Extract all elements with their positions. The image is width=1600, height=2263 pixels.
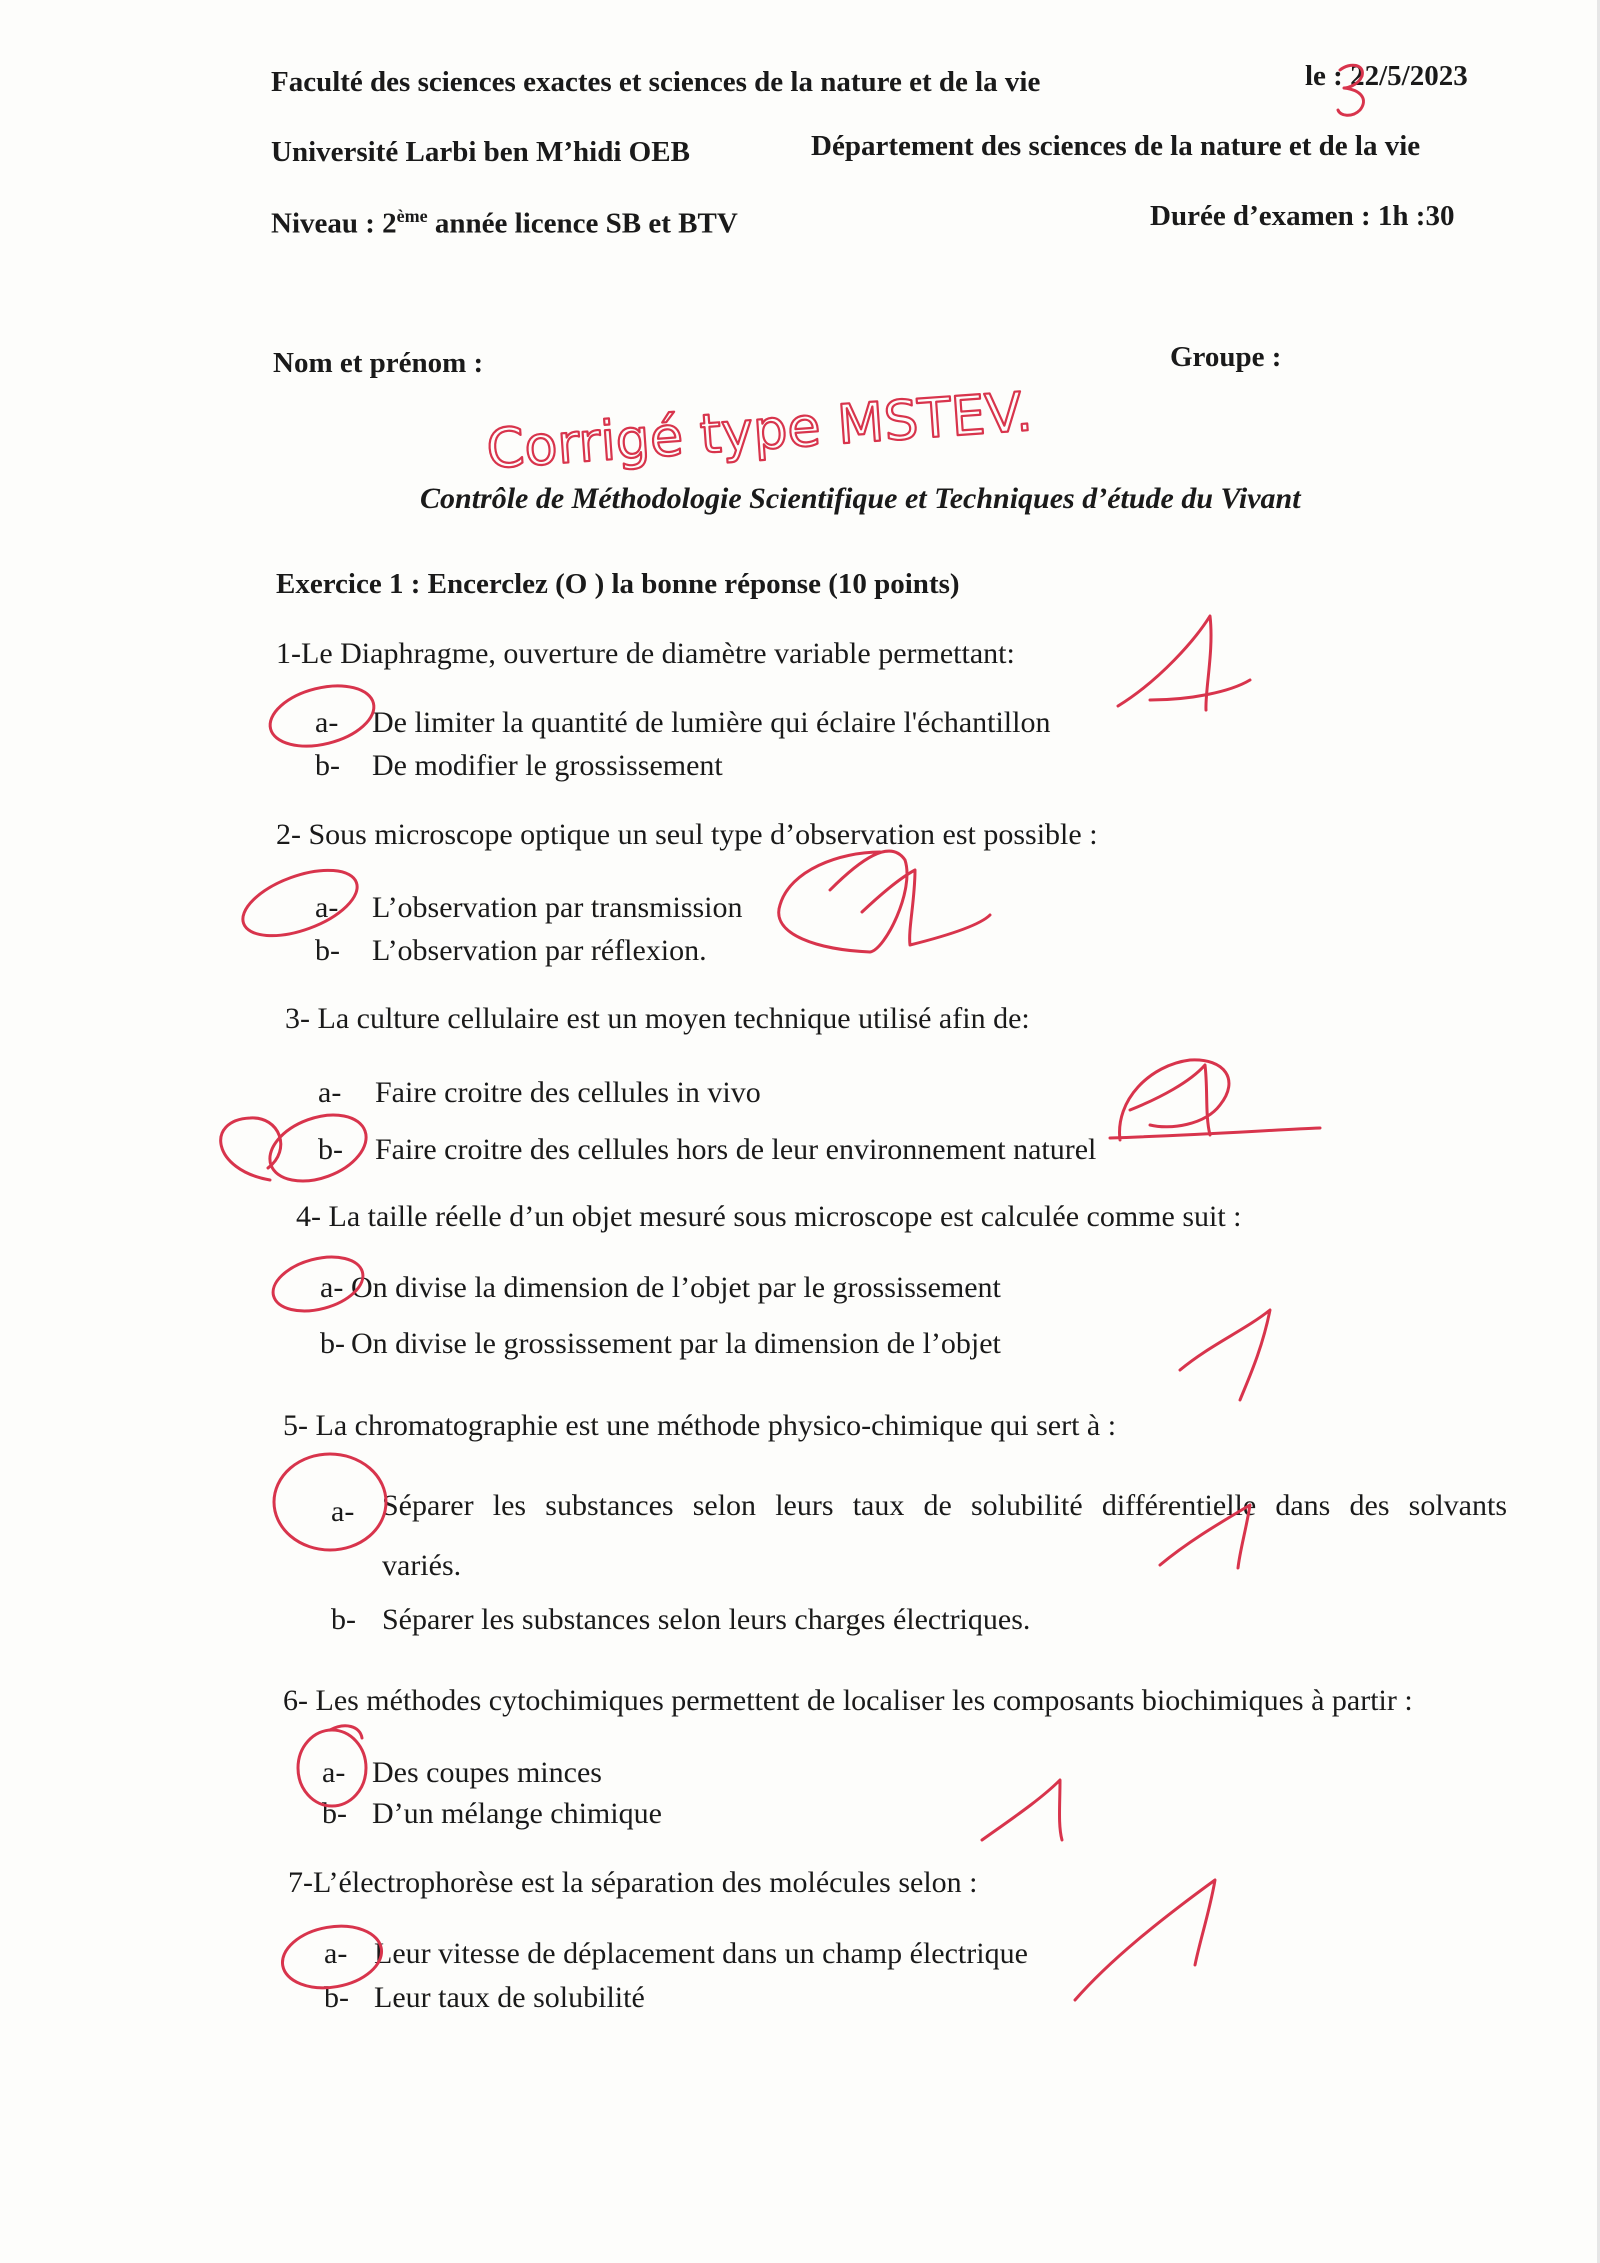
exam-title: Contrôle de Méthodologie Scientifique et Techniques d’étude du Vivant — [420, 482, 1301, 515]
q2-a-letter: a- — [315, 891, 339, 924]
q1-a-letter: a- — [315, 706, 339, 739]
q7-a-letter: a- — [324, 1937, 348, 1970]
q4-score-mark — [1180, 1310, 1270, 1400]
q1-option-a: De limiter la quantité de lumière qui éclaire l'échantillon — [372, 706, 1051, 739]
question-1: 1-Le Diaphragme, ouverture de diamètre variable permettant: — [276, 637, 1015, 670]
q1-score-mark — [1118, 616, 1250, 710]
q4-option-a: On divise la dimension de l’objet par le grossissement — [351, 1271, 1001, 1304]
q5-b-letter: b- — [331, 1603, 356, 1636]
q4-a-letter: a- — [320, 1271, 344, 1304]
question-7: 7-L’électrophorèse est la séparation des molécules selon : — [288, 1866, 978, 1899]
handwritten-correction-title: Corrigé type MSTEV. — [484, 379, 1035, 481]
q6-circle-tail — [330, 1726, 362, 1738]
q5-option-a-line2: variés. — [382, 1549, 462, 1582]
level-rest: année licence SB et BTV — [427, 207, 738, 240]
q3-a-letter: a- — [318, 1076, 342, 1109]
level-sup: ème — [396, 206, 428, 226]
q7-score-mark — [1075, 1880, 1215, 2000]
q2-b-letter: b- — [315, 934, 340, 967]
question-6: 6- Les méthodes cytochimiques permettent de localiser les composants biochimiques à partir : — [283, 1684, 1413, 1717]
q5-option-a-line1: Séparer les substances selon leurs taux de solubilité différentielle dans des solvants — [382, 1489, 1507, 1522]
date-day: 22 — [1350, 60, 1380, 92]
q2-score-mark — [779, 851, 990, 952]
q1-option-b: De modifier le grossissement — [372, 749, 723, 782]
group-label: Groupe : — [1170, 341, 1282, 373]
name-label: Nom et prénom : — [273, 347, 484, 379]
question-5: 5- La chromatographie est une méthode physico-chimique qui sert à : — [283, 1409, 1117, 1442]
date-label: le : — [1305, 60, 1351, 92]
q6-a-letter: a- — [322, 1756, 346, 1789]
q2-option-a: L’observation par transmission — [372, 891, 743, 924]
q3-score-mark — [1110, 1060, 1320, 1140]
q6-b-letter: b- — [322, 1797, 347, 1830]
q5-answer-circle — [274, 1454, 386, 1550]
q2-option-b: L’observation par réflexion. — [372, 934, 707, 967]
q7-b-letter: b- — [324, 1981, 349, 2014]
q1-b-letter: b- — [315, 749, 340, 782]
question-2: 2- Sous microscope optique un seul type d’observation est possible : — [276, 818, 1098, 851]
q6-option-a: Des coupes minces — [372, 1756, 602, 1789]
faculty-name: Faculté des sciences exactes et sciences de la nature et de la vie — [271, 66, 1041, 98]
exam-date — [1305, 60, 1468, 93]
q4-b-letter: b- — [320, 1327, 345, 1360]
q3-extra-loop — [221, 1118, 281, 1180]
date-rest: /5/2023 — [1379, 60, 1468, 92]
q7-option-a: Leur vitesse de déplacement dans un champ électrique — [374, 1937, 1028, 1970]
q7-option-b: Leur taux de solubilité — [374, 1981, 645, 2014]
q3-option-a: Faire croitre des cellules in vivo — [375, 1076, 761, 1109]
q5-option-b: Séparer les substances selon leurs charges électriques. — [382, 1603, 1031, 1636]
q2-answer-circle — [234, 857, 365, 949]
q3-b-letter: b- — [318, 1133, 343, 1166]
study-level — [271, 206, 738, 241]
q3-option-b: Faire croitre des cellules hors de leur environnement naturel — [375, 1133, 1097, 1166]
level-label: Niveau : 2 — [271, 207, 397, 240]
q6-score-mark — [982, 1780, 1062, 1840]
question-4: 4- La taille réelle d’un objet mesuré sous microscope est calculée comme suit : — [296, 1200, 1242, 1233]
q4-option-b: On divise le grossissement par la dimension de l’objet — [351, 1327, 1001, 1360]
exercise-heading: Exercice 1 : Encerclez (O ) la bonne réponse (10 points) — [276, 568, 960, 600]
question-3: 3- La culture cellulaire est un moyen technique utilisé afin de: — [285, 1002, 1030, 1035]
exam-duration: Durée d’examen : 1h :30 — [1150, 200, 1455, 232]
q6-option-b: D’un mélange chimique — [372, 1797, 662, 1830]
university-name: Université Larbi ben M’hidi OEB — [271, 136, 690, 168]
department-name: Département des sciences de la nature et de la vie — [811, 130, 1421, 162]
q5-a-letter: a- — [331, 1495, 355, 1528]
